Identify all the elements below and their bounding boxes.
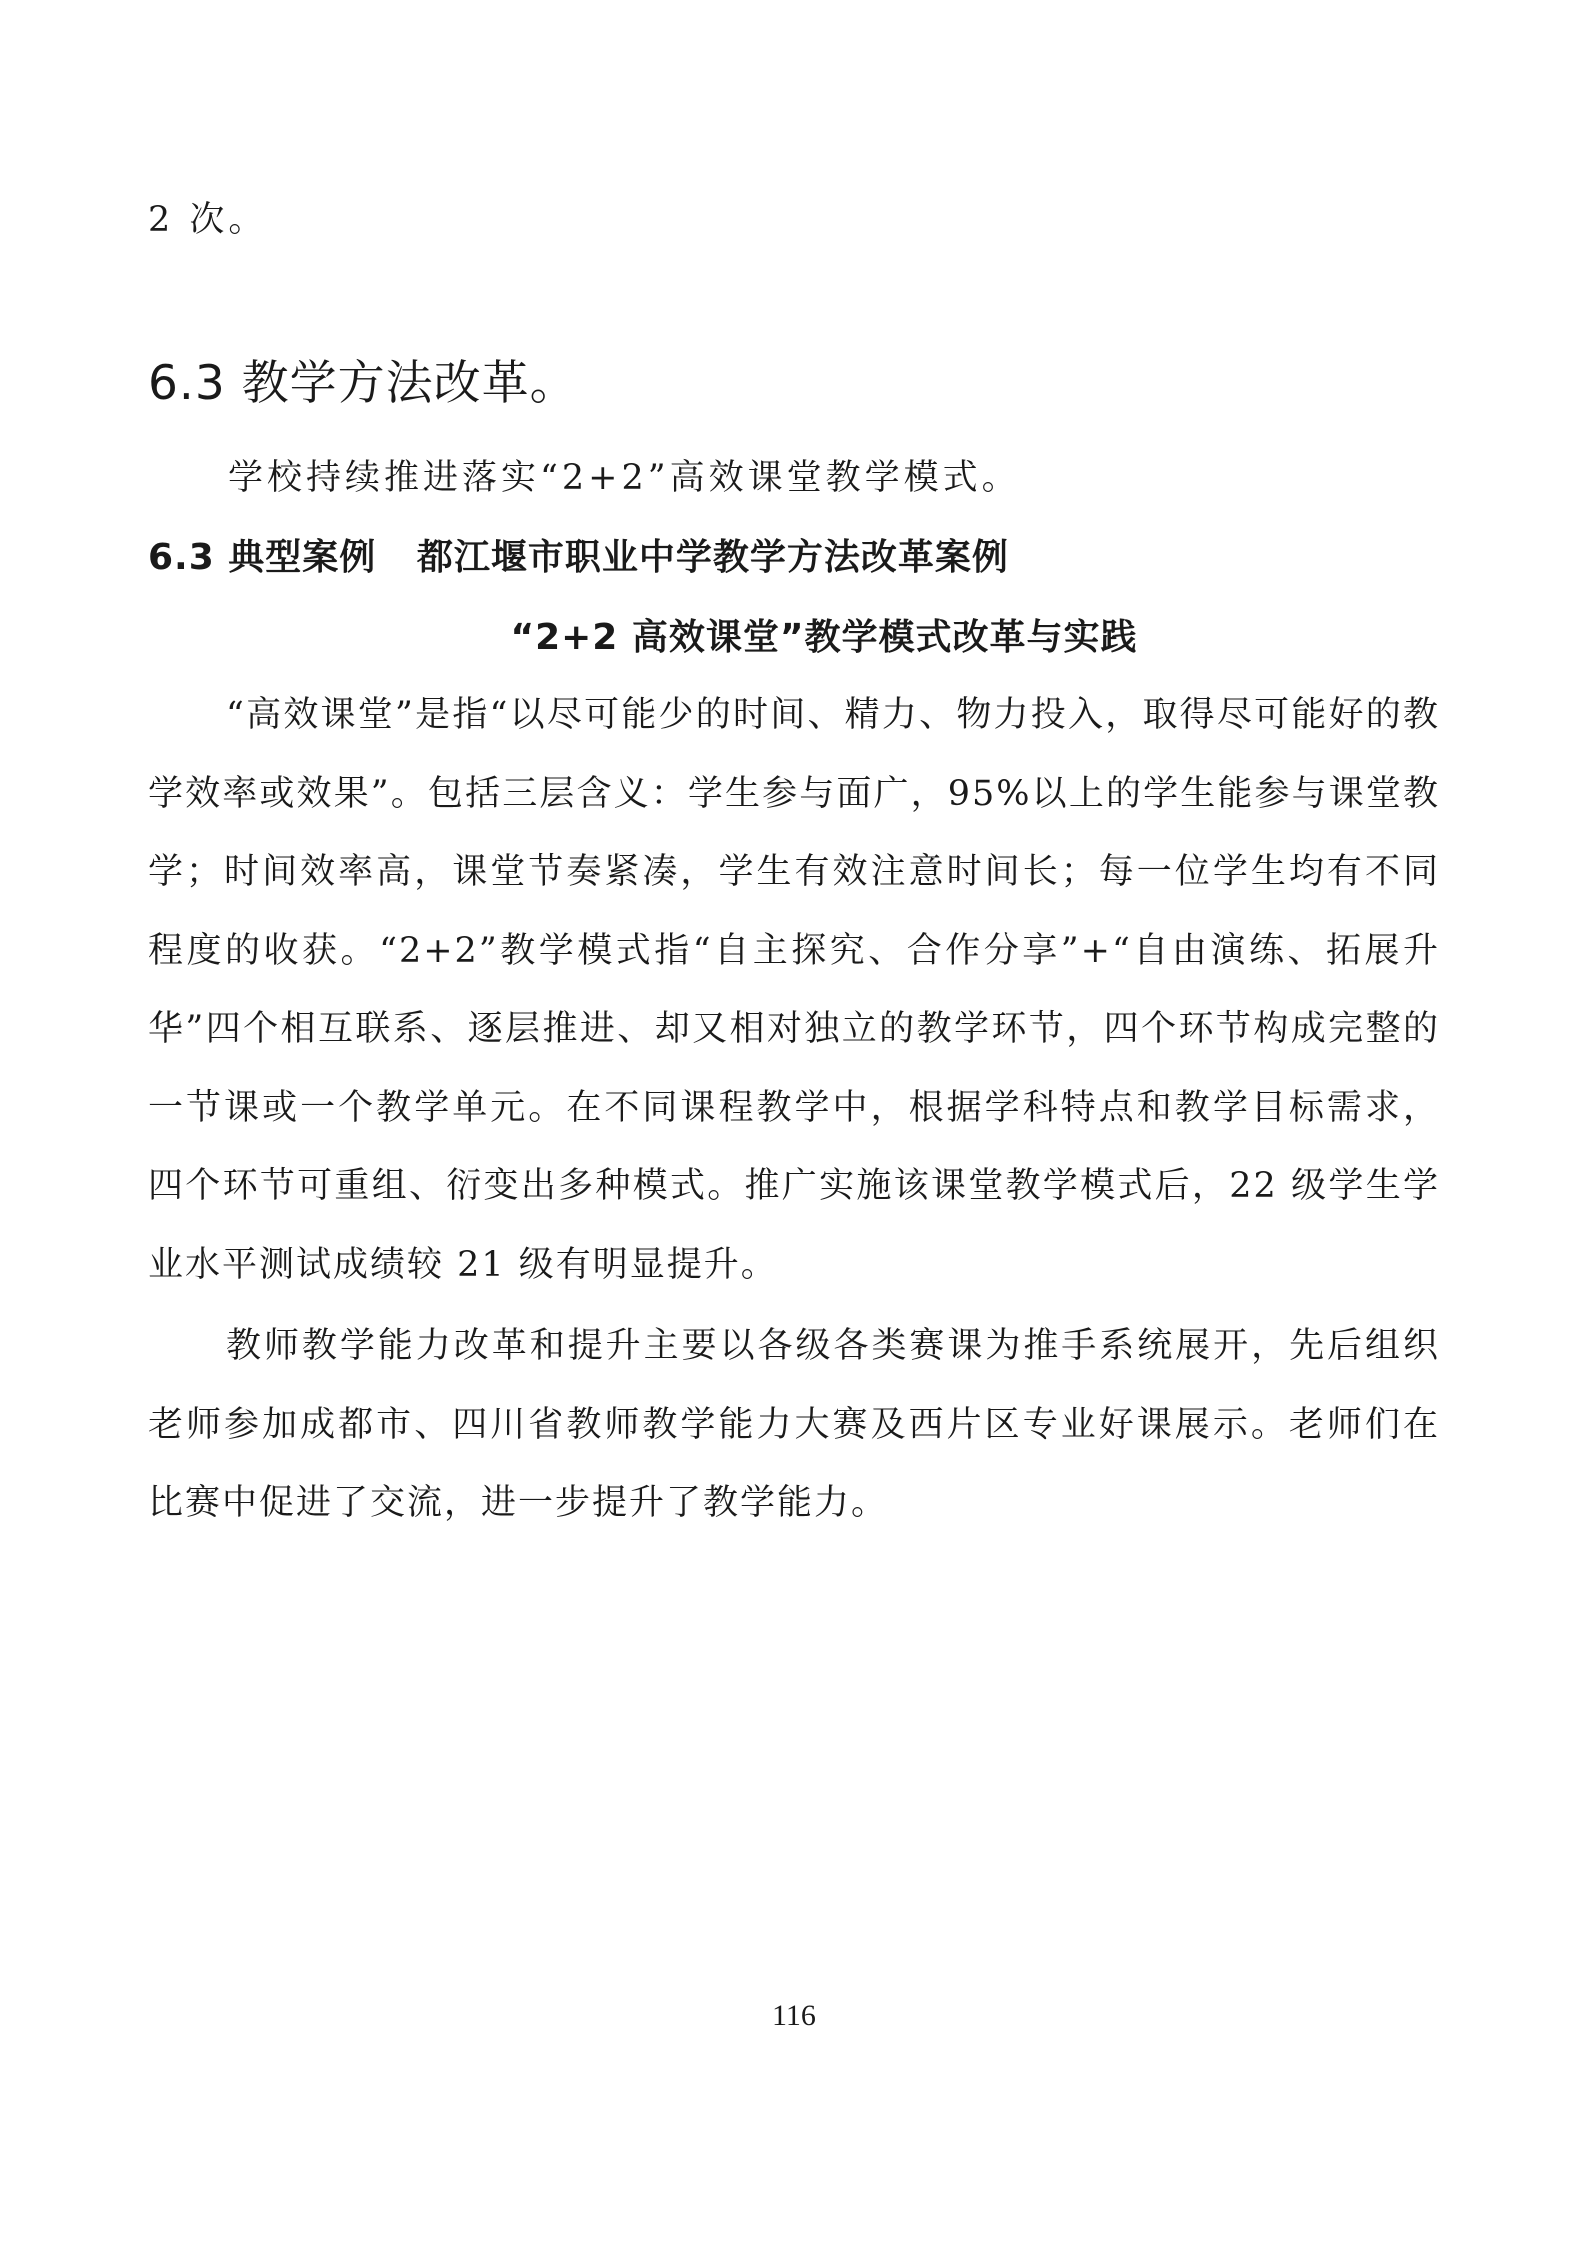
body-paragraph: “高效课堂”是指“以尽可能少的时间、精力、物力投入，取得尽可能好的教学效率或效果”。包括三层含义：学生参与面广，95%以上的学生能参与课堂教学；时间效率高，课堂节奏紧凑，学生有效注意时间长；每一位学生均有不同程度的收获。“2+2”教学模式指“自主探究、合作分享”+“自由演练、拓展升华”四个相互联系、逐层推进、却又相对独立的教学环节，四个环节构成完整的一节课或一个教学单元。在不同课程教学中，根据学科特点和教学目标需求，四个环节可重组、衍变出多种模式。推广实施该课堂教学模式后，22 级学生学业水平测试成绩较 21 级有明显提升。 (148, 695, 1440, 1285)
page-number: 116 (772, 1999, 816, 2032)
section-lead-text: 学校持续推进落实“2+2”高效课堂教学模式。 (228, 458, 1021, 498)
body-paragraph: 教师教学能力改革和提升主要以各级各类赛课为推手系统展开，先后组织老师参加成都市、四川省教师教学能力大赛及西片区专业好课展示。老师们在比赛中促进了交流，进一步提升了教学能力。 (148, 1326, 1440, 1523)
case-heading: 6.3 典型案例 都江堰市职业中学教学方法改革案例 (148, 537, 1009, 578)
section-heading: 6.3 教学方法改革。 (148, 356, 578, 411)
continuation-text: 2 次。 (148, 200, 268, 240)
case-title: “2+2 高效课堂”教学模式改革与实践 (510, 617, 1138, 658)
